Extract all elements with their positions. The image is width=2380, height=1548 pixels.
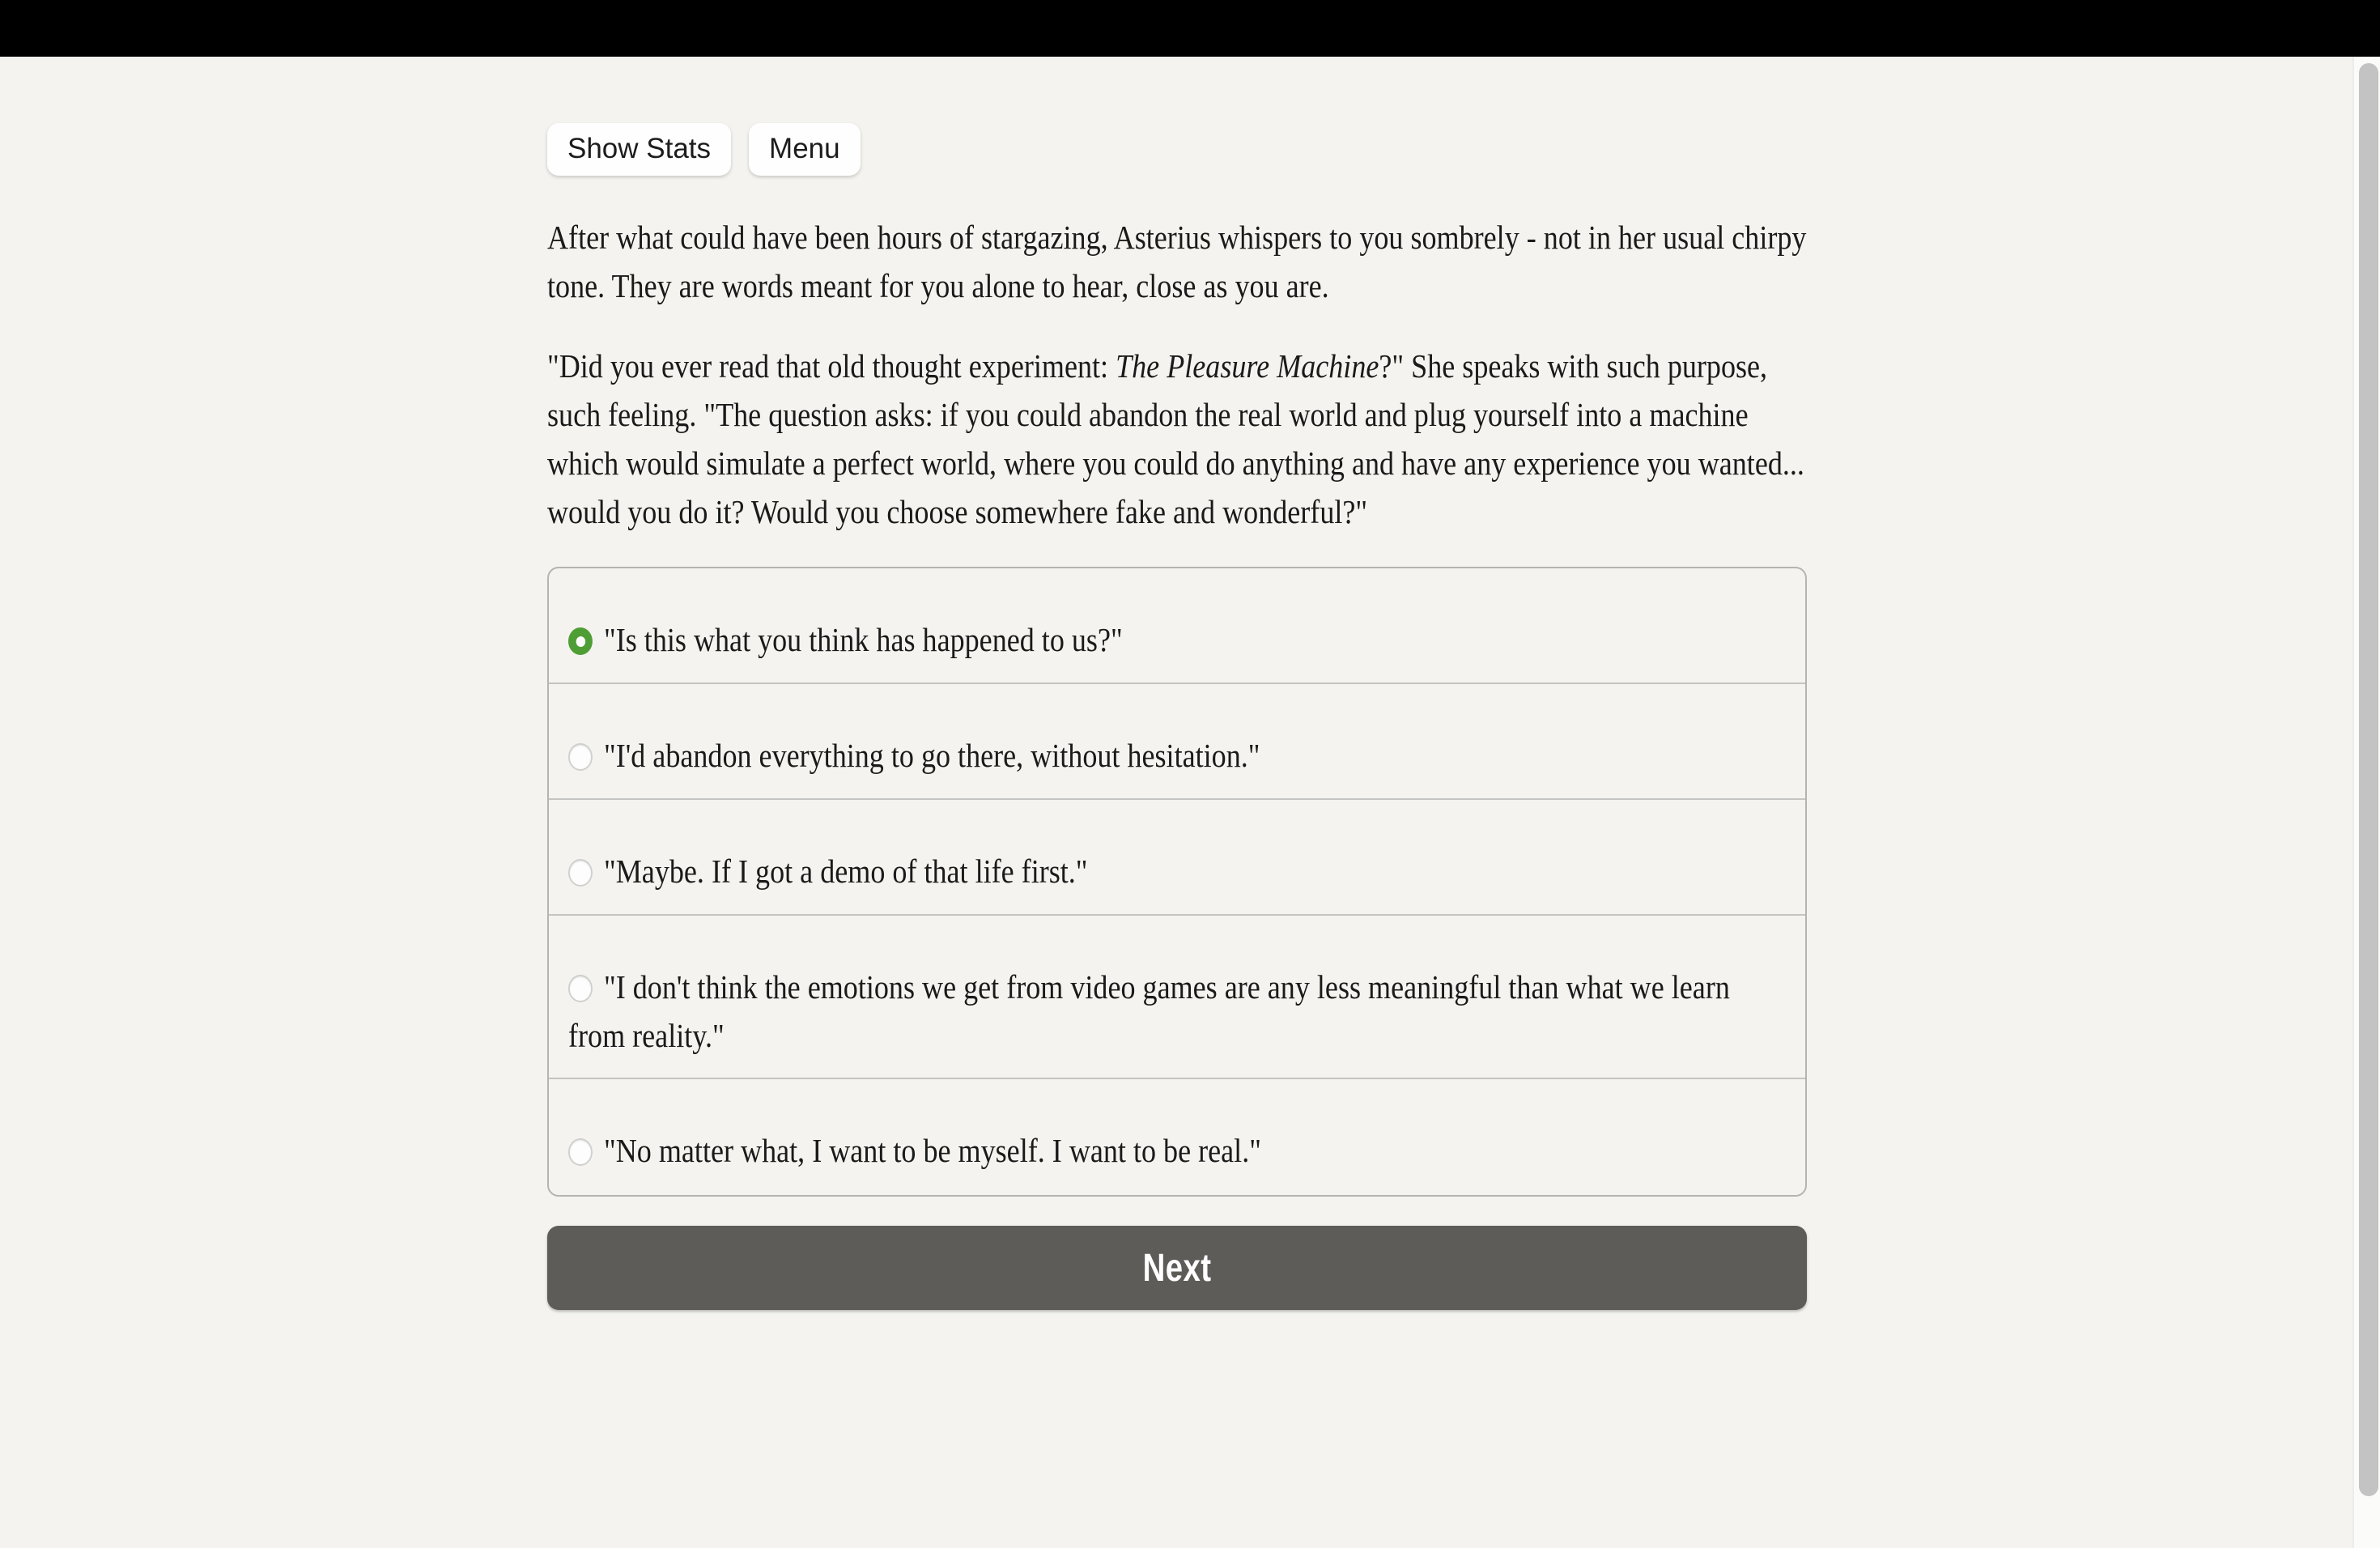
choice-list [547,567,1807,1197]
scrollbar-thumb[interactable] [2359,63,2378,1496]
story-paragraph-2-part-2: ?" She speaks with such purpose, such feeling. "The question asks: if you could abandon the real world and plug yourself into a machine which would simulate a perfect world, where you could do anything and have any experience you wanted... would you do it? Would you choose somewhere fake and wonderful?" [547,347,1804,530]
choice-label: "No matter what, I want to be myself. I want to be real." [604,1132,1261,1169]
page-content [547,57,1807,1310]
choice-inner [568,818,1787,895]
choice-inner [568,702,1787,780]
choice-option-5[interactable] [549,1079,1805,1195]
choice-option-2[interactable] [549,684,1805,800]
story-paragraph-2-title: The Pleasure Machine [1116,347,1379,385]
vertical-scrollbar[interactable] [2352,57,2380,1548]
toolbar [547,57,1807,176]
choice-option-3[interactable] [549,800,1805,916]
radio-button-icon[interactable] [568,975,593,1002]
choice-option-4[interactable] [549,916,1805,1079]
story-paragraph-2 [547,342,1815,536]
page-viewport [0,57,2380,1548]
radio-button-icon[interactable] [568,627,593,655]
choice-label: "I don't think the emotions we get from video games are any less meaningful than what we learn from reality." [568,968,1730,1054]
story-paragraph-2-part-1: "Did you ever read that old thought experiment: [547,347,1116,385]
radio-button-icon[interactable] [568,743,593,771]
story-text [547,213,1818,536]
next-button[interactable] [547,1226,1807,1310]
radio-button-icon[interactable] [568,1138,593,1166]
choice-inner [568,933,1787,1060]
choice-inner [568,1097,1787,1175]
show-stats-button[interactable]: Show Stats [547,123,731,176]
choice-label: "I'd abandon everything to go there, without hesitation." [604,737,1260,774]
window-chrome-bar [0,0,2380,57]
choice-inner [568,586,1787,664]
choice-label: "Maybe. If I got a demo of that life first." [604,853,1088,890]
choice-label: "Is this what you think has happened to us?" [604,621,1123,658]
radio-button-icon[interactable] [568,859,593,887]
next-button-label: Next [1142,1246,1212,1290]
story-paragraph-1: After what could have been hours of stargazing, Asterius whispers to you sombrely - not in her usual chirpy tone. They are words meant for you alone to hear, close as you are. [547,219,1807,304]
choice-option-1[interactable] [549,568,1805,684]
menu-button[interactable]: Menu [749,123,861,176]
